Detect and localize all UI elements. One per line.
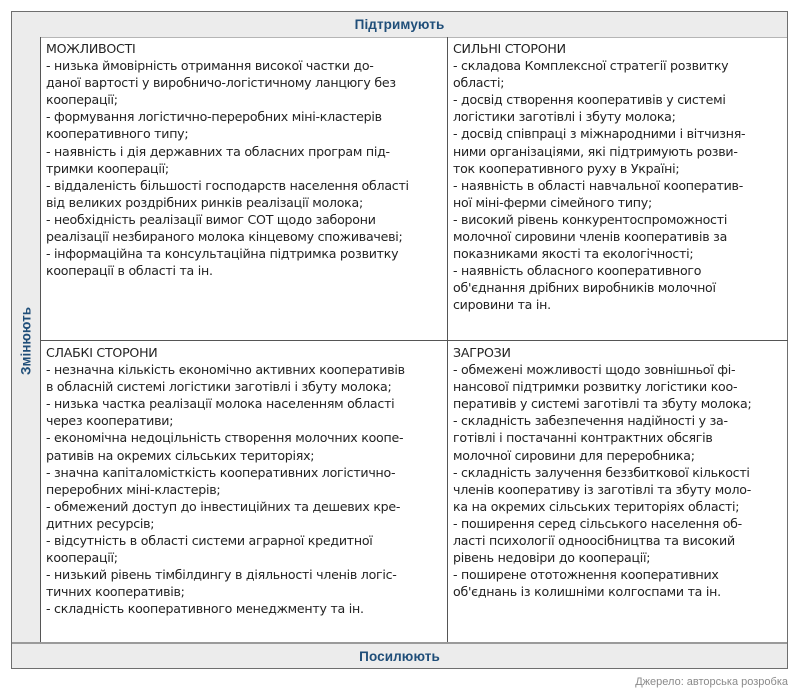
list-item: логістики заготівлі і збуту молока; xyxy=(453,109,676,125)
list-item: - значна капіталомісткість кооперативних логістично- xyxy=(46,464,396,480)
list-item: - складність залучення беззбиткової кількості xyxy=(453,464,750,480)
header-supports xyxy=(12,12,787,38)
list-item: кооперації в області та ін. xyxy=(46,263,213,279)
list-item: від великих роздрібних ринків реалізації молока; xyxy=(46,194,363,210)
list-item: членів кооперативу із заготівлі та збуту моло- xyxy=(453,481,752,497)
footer-reinforce-label: Посилюють xyxy=(359,648,440,664)
list-item: реалізації незбираного молока кінцевому споживачеві; xyxy=(46,229,403,245)
quadrant-lines xyxy=(46,361,442,617)
quadrant-strengths xyxy=(448,37,788,341)
list-item: ративів на окремих сільських територіях; xyxy=(46,447,315,463)
list-item: - низька частка реалізації молока населенням області xyxy=(46,396,395,412)
list-item: - формування логістично-переробних міні-кластерів xyxy=(46,109,382,125)
list-item: ними організаціями, які підтримують розви- xyxy=(453,143,738,159)
quadrant-weaknesses xyxy=(41,341,448,644)
list-item: - поширене ототожнення кооперативних xyxy=(453,567,719,583)
list-item: - низька ймовірність отримання високої частки до- xyxy=(46,58,374,74)
list-item: молочної сировини для переробника; xyxy=(453,447,695,463)
list-item: - низький рівень тімбілдингу в діяльності членів логіс- xyxy=(46,567,397,583)
quadrant-title: СЛАБКІ СТОРОНИ xyxy=(46,345,158,360)
quadrant-threats xyxy=(448,341,788,644)
list-item: ток кооперативного руху в Україні; xyxy=(453,160,680,176)
footer-reinforce xyxy=(12,642,787,668)
list-item: - незначна кількість економічно активних кооперативів xyxy=(46,362,405,378)
list-item: - віддаленість більшості господарств населення області xyxy=(46,177,409,193)
list-item: - наявність обласного кооперативного xyxy=(453,263,702,279)
source-note: Джерело: авторська розробка xyxy=(635,676,788,688)
quadrant-title: СИЛЬНІ СТОРОНИ xyxy=(453,41,566,56)
list-item: тичних кооперативів; xyxy=(46,584,185,600)
list-item: - досвід створення кооперативів у системі xyxy=(453,92,726,108)
list-item: ласті психології одноосібництва та високий xyxy=(453,533,735,549)
list-item: - складова Комплексної стратегії розвитку xyxy=(453,58,729,74)
side-header-changes xyxy=(12,37,41,644)
list-item: об'єднання дрібних виробників молочної xyxy=(453,280,716,296)
list-item: - складність кооперативного менеджменту та ін. xyxy=(46,601,364,617)
list-item: даної вартості у виробничо-логістичному ланцюгу без xyxy=(46,75,396,91)
list-item: сировини та ін. xyxy=(453,297,551,313)
list-item: дитних ресурсів; xyxy=(46,515,155,531)
list-item: кооперації; xyxy=(46,92,118,108)
quadrant-title: ЗАГРОЗИ xyxy=(453,345,511,360)
list-item: кооперації; xyxy=(46,550,118,566)
header-supports-label: Підтримують xyxy=(354,17,445,32)
list-item: області; xyxy=(453,75,505,91)
quadrant-title: МОЖЛИВОСТІ xyxy=(46,41,136,56)
list-item: - відсутність в області системи аграрної кредитної xyxy=(46,533,373,549)
list-item: об'єднань із колишніми колгоспами та ін. xyxy=(453,584,721,600)
swot-table xyxy=(11,11,788,669)
list-item: тримки кооперації; xyxy=(46,160,169,176)
quadrant-opportunities xyxy=(41,37,448,341)
quadrant-lines xyxy=(46,57,442,279)
list-item: показниками якості та екологічності; xyxy=(453,246,694,262)
list-item: ної міні-ферми сімейного типу; xyxy=(453,194,652,210)
list-item: - економічна недоцільність створення молочних коопе- xyxy=(46,430,404,446)
list-item: рівень недовіри до кооперації; xyxy=(453,550,651,566)
list-item: перативів у системі заготівлі та збуту молока; xyxy=(453,396,752,412)
list-item: молочної сировини членів кооперативів за xyxy=(453,229,728,245)
list-item: - обмежені можливості щодо зовнішньої фі- xyxy=(453,362,736,378)
list-item: готівлі і постачанні контрактних обсягів xyxy=(453,430,713,446)
list-item: - інформаційна та консультаційна підтримка розвитку xyxy=(46,246,399,262)
side-changes-label: Змінюють xyxy=(18,306,34,375)
list-item: - наявність в області навчальної кооператив- xyxy=(453,177,743,193)
list-item: - складність забезпечення надійності у за- xyxy=(453,413,728,429)
list-item: нансової підтримки розвитку логістики коо- xyxy=(453,379,738,395)
list-item: - високий рівень конкурентоспроможності xyxy=(453,211,728,227)
list-item: кооперативного типу; xyxy=(46,126,189,142)
list-item: переробних міні-кластерів; xyxy=(46,481,221,497)
quadrant-lines xyxy=(453,361,783,600)
list-item: в обласній системі логістики заготівлі і збуту молока; xyxy=(46,379,392,395)
list-item: - необхідність реалізації вимог СОТ щодо заборони xyxy=(46,211,376,227)
quadrant-lines xyxy=(453,57,783,313)
list-item: - наявність і дія державних та обласних програм під- xyxy=(46,143,390,159)
list-item: - поширення серед сільського населення об- xyxy=(453,515,742,531)
list-item: - обмежений доступ до інвестиційних та дешевих кре- xyxy=(46,498,401,514)
list-item: через кооперативи; xyxy=(46,413,174,429)
list-item: - досвід співпраці з міжнародними і вітчизня- xyxy=(453,126,746,142)
list-item: ка на окремих сільських територіях області; xyxy=(453,498,740,514)
